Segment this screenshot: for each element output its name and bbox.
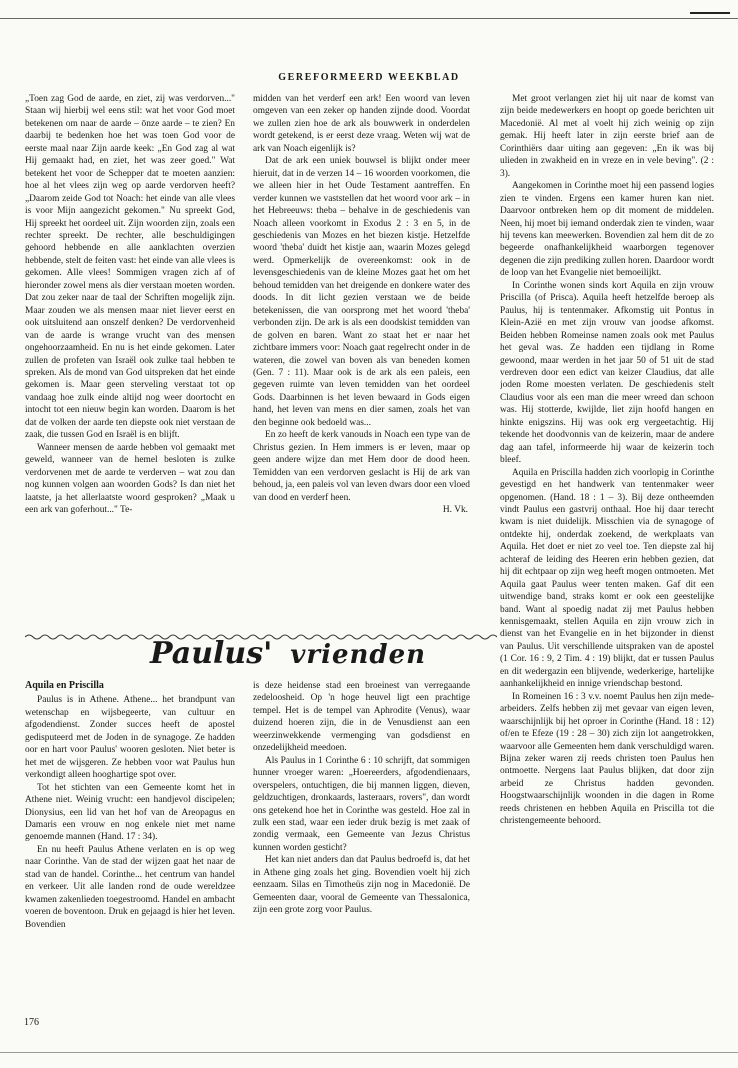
article-noach-col-2 xyxy=(253,93,470,516)
paragraph: In Romeinen 16 : 3 v.v. noemt Paulus hen zijn mede-arbeiders. Zelfs hebben zij met gevaar van eigen leven, waarschijnlijk bij het oproer in Corinthe (Hand. 18 : 12) of/en te Efeze (19 : 28 – 30) zich zijn lot aangetrokken, waarvoor alle Gemeenten hem dank verschuldigd waren. Bijna zeker waren zij reeds christen toen Paulus hen ontmoette. Nergens laat Paulus blijken, dat door zijn arbeid ze Christus hadden gevonden. Hoogstwaarschijnlijk woonden in die dagen in Rome reeds christenen en hebben Aquila en Priscilla tot die christengemeente behoord. xyxy=(500,691,714,827)
paragraph: Paulus is in Athene. Athene... het brandpunt van wetenschap en wijsbegeerte, van cultuur en afgodendienst. Zonder succes heeft de apostel gedisputeerd met de Joden in de synagoge. Ze hadden oor en hart voor Paulus' wooren gesloten. Niet beter is het met de wijsgeren. Ze hebben voor wat Paulus hun verkondigt alleen hooghartige spot over. xyxy=(25,695,235,781)
page-number: 176 xyxy=(24,1017,39,1028)
paragraph: Aangekomen in Corinthe moet hij een passend logies zien te vinden. Ergens een kamer huren kan niet. Daarvoor ontbreken hem op dit moment de middelen. Neen, hij moet bij iemand onderdak zien te vinden, waar hij tevens kan meewerken. Bovendien zal hem dit de zo begeerde onafhankelijkheid waarborgen tegenover degenen die zijn prediking zullen horen. Daardoor wordt de loop van het Evangelie niet bemoeilijkt. xyxy=(500,181,714,279)
top-rule xyxy=(0,18,738,19)
paragraph: En zo heeft de kerk vanouds in Noach een type van de Christus gezien. In Hem immers is er leven, maar op geen andere wijze dan met Hem door de dood heen. Temidden van een verdorven geslacht is Hij de ark van behoud, ja, een paleis vol van leven dwars door een vloed van dood en verderf heen. xyxy=(253,430,470,503)
paragraph: Aquila en Priscilla hadden zich voorlopig in Corinthe gevestigd en het handwerk van tentenmaker weer opgenomen. (Hand. 18 : 1 – 3). Bij deze ontheemden vindt Paulus een gastvrij onthaal. Hoe hij daar terecht kwam is niet duidelijk. Misschien via de synagoge of ontdekte hij, onderdak zoekend, de werkplaats van Aquila. Het doet er niet zo veel toe. Ten diepste zal hij achteraf de leiding des Heeren erin hebben gezien, dat hij dit echtpaar op zijn weg heeft mogen ontmoeten. Met Aquila gaat Paulus weer tenten maken. Gaf dit een uitwendige band, straks komt er ook een geestelijke band. Want al spoedig nadat zij met Paulus hebben kennisgemaakt, stellen Aquila en zijn vrouw zich in dienst van het Evangelie en in het bijzonder in dienst van Paulus. Uit verschillende uitspraken van de apostel (1 Cor. 16 : 9, 2 Tim. 4 : 19) blijkt, dat er tussen Paulus en dit wedergazin een blijvende, wederkerige, hartelijke aanhankelijkheid en innige vriendschap bestond. xyxy=(500,467,714,690)
top-mark xyxy=(690,12,730,14)
article-paulus-col-2 xyxy=(253,680,470,917)
bottom-rule xyxy=(0,1052,738,1053)
masthead: GEREFORMEERD WEEKBLAD xyxy=(278,72,460,83)
paragraph: Dat de ark een uniek bouwsel is blijkt onder meer hieruit, dat in de verzen 14 – 16 woorden voorkomen, die we alleen hier in het Oude Testament aantreffen. En verder kunnen we vaststellen dat het woord voor ark – in het Hebreeuws: theba – behalve in de geschiedenis van Noach alleen voorkomt in Exodus 2 : 3 en 5, in de geschiedenis van Mozes en het biezen kistje. Hetzelfde woord 'theba' duidt het kistje aan, waarin Mozes gelegd werd. Opmerkelijk de overeenkomst: ook in de levensgeschiedenis van de kleine Mozes gaat het om het behoud temidden van het dreigende en donkere water des doods. In dit licht gezien verstaan we de beide betekenissen, die van oorsprong met het woord 'theba' verbonden zijn. De ark is als een doodskist temidden van de golven en baren. Want zo staat het er naar het zichtbare immers voor: Noach gaat regelrecht onder in de wateren, die zowel van boven als van beneden komen (Gen. 7 : 11). Maar ook is de ark als een paleis, een gegeven ruimte van leven temidden van het oordeel Gods. Daarbinnen is het leven bewaard in Gods eigen hand, het leven van mens en dier samen, zoals het van den beginne ook bedoeld was... xyxy=(253,156,470,428)
author-signature: H. Vk. xyxy=(442,504,468,515)
article-paulus-col-3 xyxy=(500,93,714,828)
paragraph: Tot het stichten van een Gemeente komt het in Athene niet. Weinig vrucht: een handjevol discipelen; Dionysius, een lid van het hof van de Areopagus en Damaris een vrouw en nog enkele niet met name genoemde mannen (Hand. 17 : 34). xyxy=(25,782,235,843)
article-noach-col-1 xyxy=(25,93,235,516)
paragraph: Als Paulus in 1 Corinthe 6 : 10 schrijft, dat sommigen hunner vroeger waren: „Hoereerders, afgodendienaars, overspelers, ontuchtigen, die bij mannen liggen, dieven, geldzuchtigen, dronkaards, lasteraars, rovers", dan wordt ons getekend hoe het in Corinthe was gesteld. Hoe zal in zulk een stad, waar een ieder druk bezig is met zaak of zondig vermaak, een Gemeente van Jezus Christus kunnen worden gesticht? xyxy=(253,755,470,853)
paragraph: is deze heidense stad een broeinest van verregaande zedeloosheid. Op 'n hoge heuvel ligt een prachtige tempel. Het is de tempel van Aphrodite (Venus), waar duizend hoeren zijn, die in de Venusdienst aan een weerzinwekkende vermenging van godsdienst en onzedelijkheid meedoen. xyxy=(253,681,470,754)
paragraph: In Corinthe wonen sinds kort Aquila en zijn vrouw Priscilla (of Prisca). Aquila heeft hetzelfde beroep als Paulus, hij is tentenmaker. Afkomstig uit Pontus in Klein-Azië en met zijn vrouw van joodse afkomst. Beiden hebben Romeinse namen zoals ook met Paulus het geval was. Ze hadden een tijdlang in Rome gewoond, maar werden in het jaar 50 of 51 uit de stad verdreven door een edict van keizer Claudius, dat alle joden Rome moesten verlaten. De geschiedenis stelt Claudius voor als een man die meer wreed dan schoon was. Hij stotterde, kwijlde, liet zijn hoofd hangen en hinkte enigszins. Hij was ook erg vergeetachtig. Hij tekende het doodvonnis van de keizerin, maar de andere dag aan tafel, informeerde hij waar de keizerin toch bleef. xyxy=(500,280,714,466)
paragraph: Met groot verlangen ziet hij uit naar de komst van zijn beide medewerkers en hoopt op goede berichten uit Macedonië. Al met al voelt hij zich weinig op zijn gemak. Hij heeft later in zijn eerste brief aan de Corinthiërs daar uiting aan gegeven: „En ik was bij ulieden in zwakheid en in vreze en in vele beving". (2 : 3). xyxy=(500,94,714,179)
headline-part-1: Paulus' xyxy=(150,636,273,671)
paragraph: En nu heeft Paulus Athene verlaten en is op weg naar Corinthe. Van de stad der wijzen gaat het naar de stad van de handel. Corinthe... het centrum van handel en verkeer. Uit alle landen rond de oude wereldzee kwamen zakenlieden toegestroomd. Handel en ambacht voeren de boventoon. Druk en gejaagd is hier het leven. Bovendien xyxy=(25,844,235,930)
article-paulus-col-1 xyxy=(25,680,235,931)
article-subheading: Aquila en Priscilla xyxy=(25,680,104,691)
paragraph: Het kan niet anders dan dat Paulus bedroefd is, dat het in Athene ging zoals het ging. Bovendien voelt hij zich eenzaam. Silas en Timotheüs zijn nog in Macedonië. De Gemeenten daar, vooral de Gemeente van Thessalonica, zijn een grote zorg voor Paulus. xyxy=(253,855,470,916)
headline-part-2: vrienden xyxy=(290,640,427,670)
paragraph: „Toen zag God de aarde, en ziet, zij was verdorven..." Staan wij hierbij wel eens stil: wat het voor God moet betekenen om naar de aarde – ōnze aarde – te zien? En daarbij te bedenken hoe het was toen God voor de eerste maal naar Zijn aarde keek: „En God zag al wat Hij gemaakt had, en ziet, het was zeer goed." Wat betekent het voor de Schepper dat te moeten aanzien: hoe al het vlees zijn weg op aarde verdorven heeft? „Daarom zeide God tot Noach: het einde van alle vlees is voor Mijn aangezicht gekomen." Nu spreekt God, Hij spreekt het oordeel uit. Zijn woorden zijn, zoals een rechter spreekt. De rechter, alle beschuldigingen gehoord hebbende en alle aanklachten overzien hebbende, stelt de feiten vast: het einde van alle vlees is gekomen. Alle vlees! Sommigen vragen zich af of hieronder zowel mens als dier verstaan moeten worden. Dat zou zeker naar de taal der Schriften mogelijk zijn. Maar zouden we als mensen maar niet liever eerst en ook uitsluitend aan onszelf denken? De verdorvenheid van de aarde is wrange vrucht van des mensen ongehoorzaamheid. En nu is het einde gekomen. Later zullen de profeten van Israël ook zulke taal hebben te spreken. Als de mond van God uitspreken dat het einde gekomen is. Maar geen sterveling verstaat tot op vandaag hoe zulk einde altijd nog weer doortocht en intocht tot een nieuw begin kan worden. Daarom is het dat de volken der aarde ten diepste ook niet verstaan de zaak, die tussen God en Israël is en blijft. xyxy=(25,94,235,441)
article-headline xyxy=(150,636,480,676)
paragraph: midden van het verderf een ark! Een woord van leven omgeven van een zeker op handen zijnde dood. Voordat we zullen zien hoe de ark als bouwwerk in onderdelen wordt getekend, is er eerst deze vraag. Weten wij wat de ark van Noach eigenlijk is? xyxy=(253,94,470,154)
paragraph: Wanneer mensen de aarde hebben vol gemaakt met geweld, wanneer van de hemel besloten is zulke verdorvenen met de aarde te verderven – wat zou dan nog kunnen volgen aan woorden Gods? Is dan niet het laatste, ja het allerlaatste woord gesproken? „Maak u een ark van goferhout..." Te- xyxy=(25,442,235,515)
